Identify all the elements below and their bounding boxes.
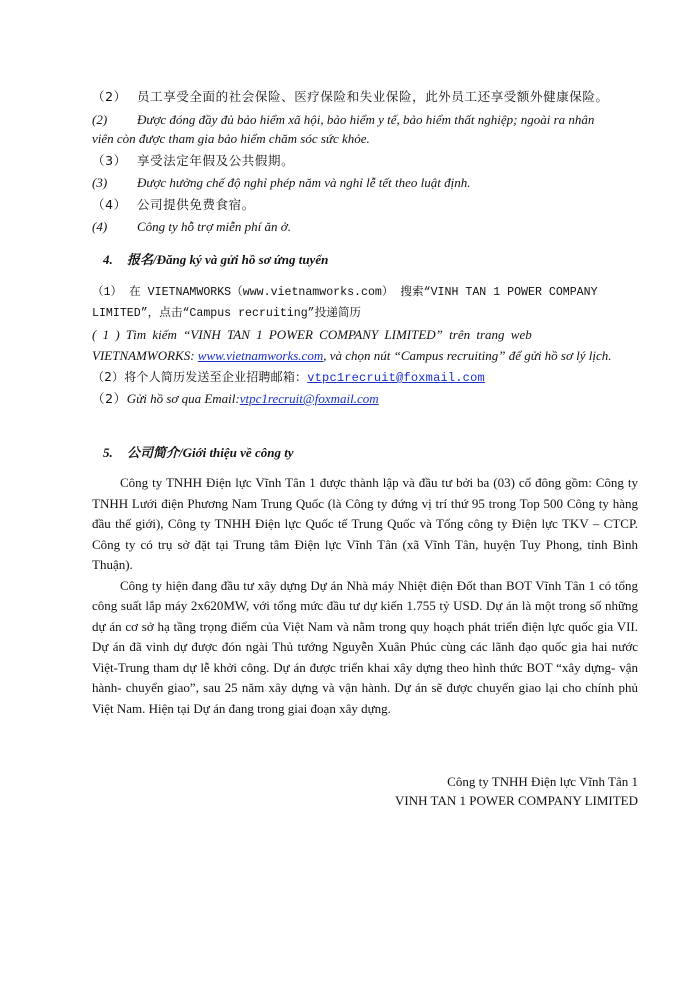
apply-step-cn-2: （2）将个人简历发送至企业招聘邮箱：vtpc1recruit@foxmail.com [92,370,485,385]
signature-company-en: VINH TAN 1 POWER COMPANY LIMITED [395,793,638,808]
apply-step-vi-1: ( 1 ) Tìm kiếm “VINH TAN 1 POWER COMPANY LIMITED” trên trang web VIETNAMWORKS: www.vietnamworks.com, và chọn nút “Campus recruiting” để gửi hồ sơ lý lịch. [92,327,612,363]
company-intro-paragraph-2: Công ty hiện đang đầu tư xây dựng Dự án Nhà máy Nhiệt điện Đốt than BOT Vĩnh Tân 1 có tổng công suất lắp máy 2x620MW, với tổng mức đầu tư dự kiến 1.755 tỷ USD. Dự án là một trong số những dự án cơ sở hạ tầng trọng điểm của Việt Nam và nằm trong quy hoạch phát triển điện lực quốc gia VII. Dự án đã vinh dự được đón ngài Thủ tướng Nguyễn Xuân Phúc cùng các lãnh đạo quốc gia hai nước Việt-Trung tham dự lễ khởi công. Dự án được triển khai xây dựng theo hình thức BOT “xây dựng- vận hành- chuyển giao”, sau 25 năm xây dựng và vận hành. Dự án sẽ được chuyển giao lại cho chính phủ Việt Nam. Hiện tại Dự án đang trong giai đoạn xây dựng. [92,577,638,716]
benefit-item-cn-2: （2） 员工享受全面的社会保险、医疗保险和失业保险，此外员工还享受额外健康保险。 [92,89,609,104]
recruit-email-link-cn[interactable]: vtpc1recruit@foxmail.com [307,371,485,385]
apply-step-cn-1: （1） 在 VIETNAMWORKS（www.vietnamworks.com） 搜索“VINH TAN 1 POWER COMPANY LIMITED”，点击“Campus recruiting”投递简历 [92,286,598,320]
company-intro [92,473,638,719]
apply-step-vi-2: （2）Gửi hồ sơ qua Email:vtpc1recruit@foxmail.com [92,391,379,406]
signature-block [395,772,638,810]
section-5-heading: 5. 公司简介/Giới thiệu về công ty [103,445,294,460]
benefit-item-vi-3: (3) Được hưởng chế độ nghỉ phép năm và nghỉ lễ tết theo luật định. [92,175,471,190]
benefit-item-vi-2-continued: viên còn được tham gia bảo hiểm chăm sóc sức khỏe. [92,131,370,146]
benefit-item-vi-4: (4) Công ty hỗ trợ miễn phí ăn ở. [92,219,291,234]
benefit-item-cn-3: （3） 享受法定年假及公共假期。 [92,153,295,168]
recruit-email-link-vi[interactable]: vtpc1recruit@foxmail.com [239,391,379,406]
vietnamworks-link[interactable]: www.vietnamworks.com [197,348,324,363]
benefit-item-cn-4: （4） 公司提供免费食宿。 [92,197,255,212]
benefit-item-vi-2: (2) Được đóng đầy đủ bảo hiểm xã hội, bảo hiểm y tế, bảo hiểm thất nghiệp; ngoài ra nhân [92,112,595,127]
signature-company-vi: Công ty TNHH Điện lực Vĩnh Tân 1 [447,774,638,789]
section-4-heading: 4. 报名/Đăng ký và gửi hồ sơ ứng tuyển [103,252,329,267]
company-intro-paragraph-1: Công ty TNHH Điện lực Vĩnh Tân 1 được thành lập và đầu tư bởi ba (03) cổ đông gồm: Công ty TNHH Lưới điện Phương Nam Trung Quốc (là Công ty đứng vị trí thứ 95 trong Top 500 Công ty hàng đầu thế giới), Công ty TNHH Điện lực Quốc tế Trung Quốc và Tổng công ty Điện lực TKV – CTCP. Công ty có trụ sở đặt tại Trung tâm Điện lực Vĩnh Tân (xã Vĩnh Tân, huyện Tuy Phong, tỉnh Bình Thuận). [92,475,638,572]
